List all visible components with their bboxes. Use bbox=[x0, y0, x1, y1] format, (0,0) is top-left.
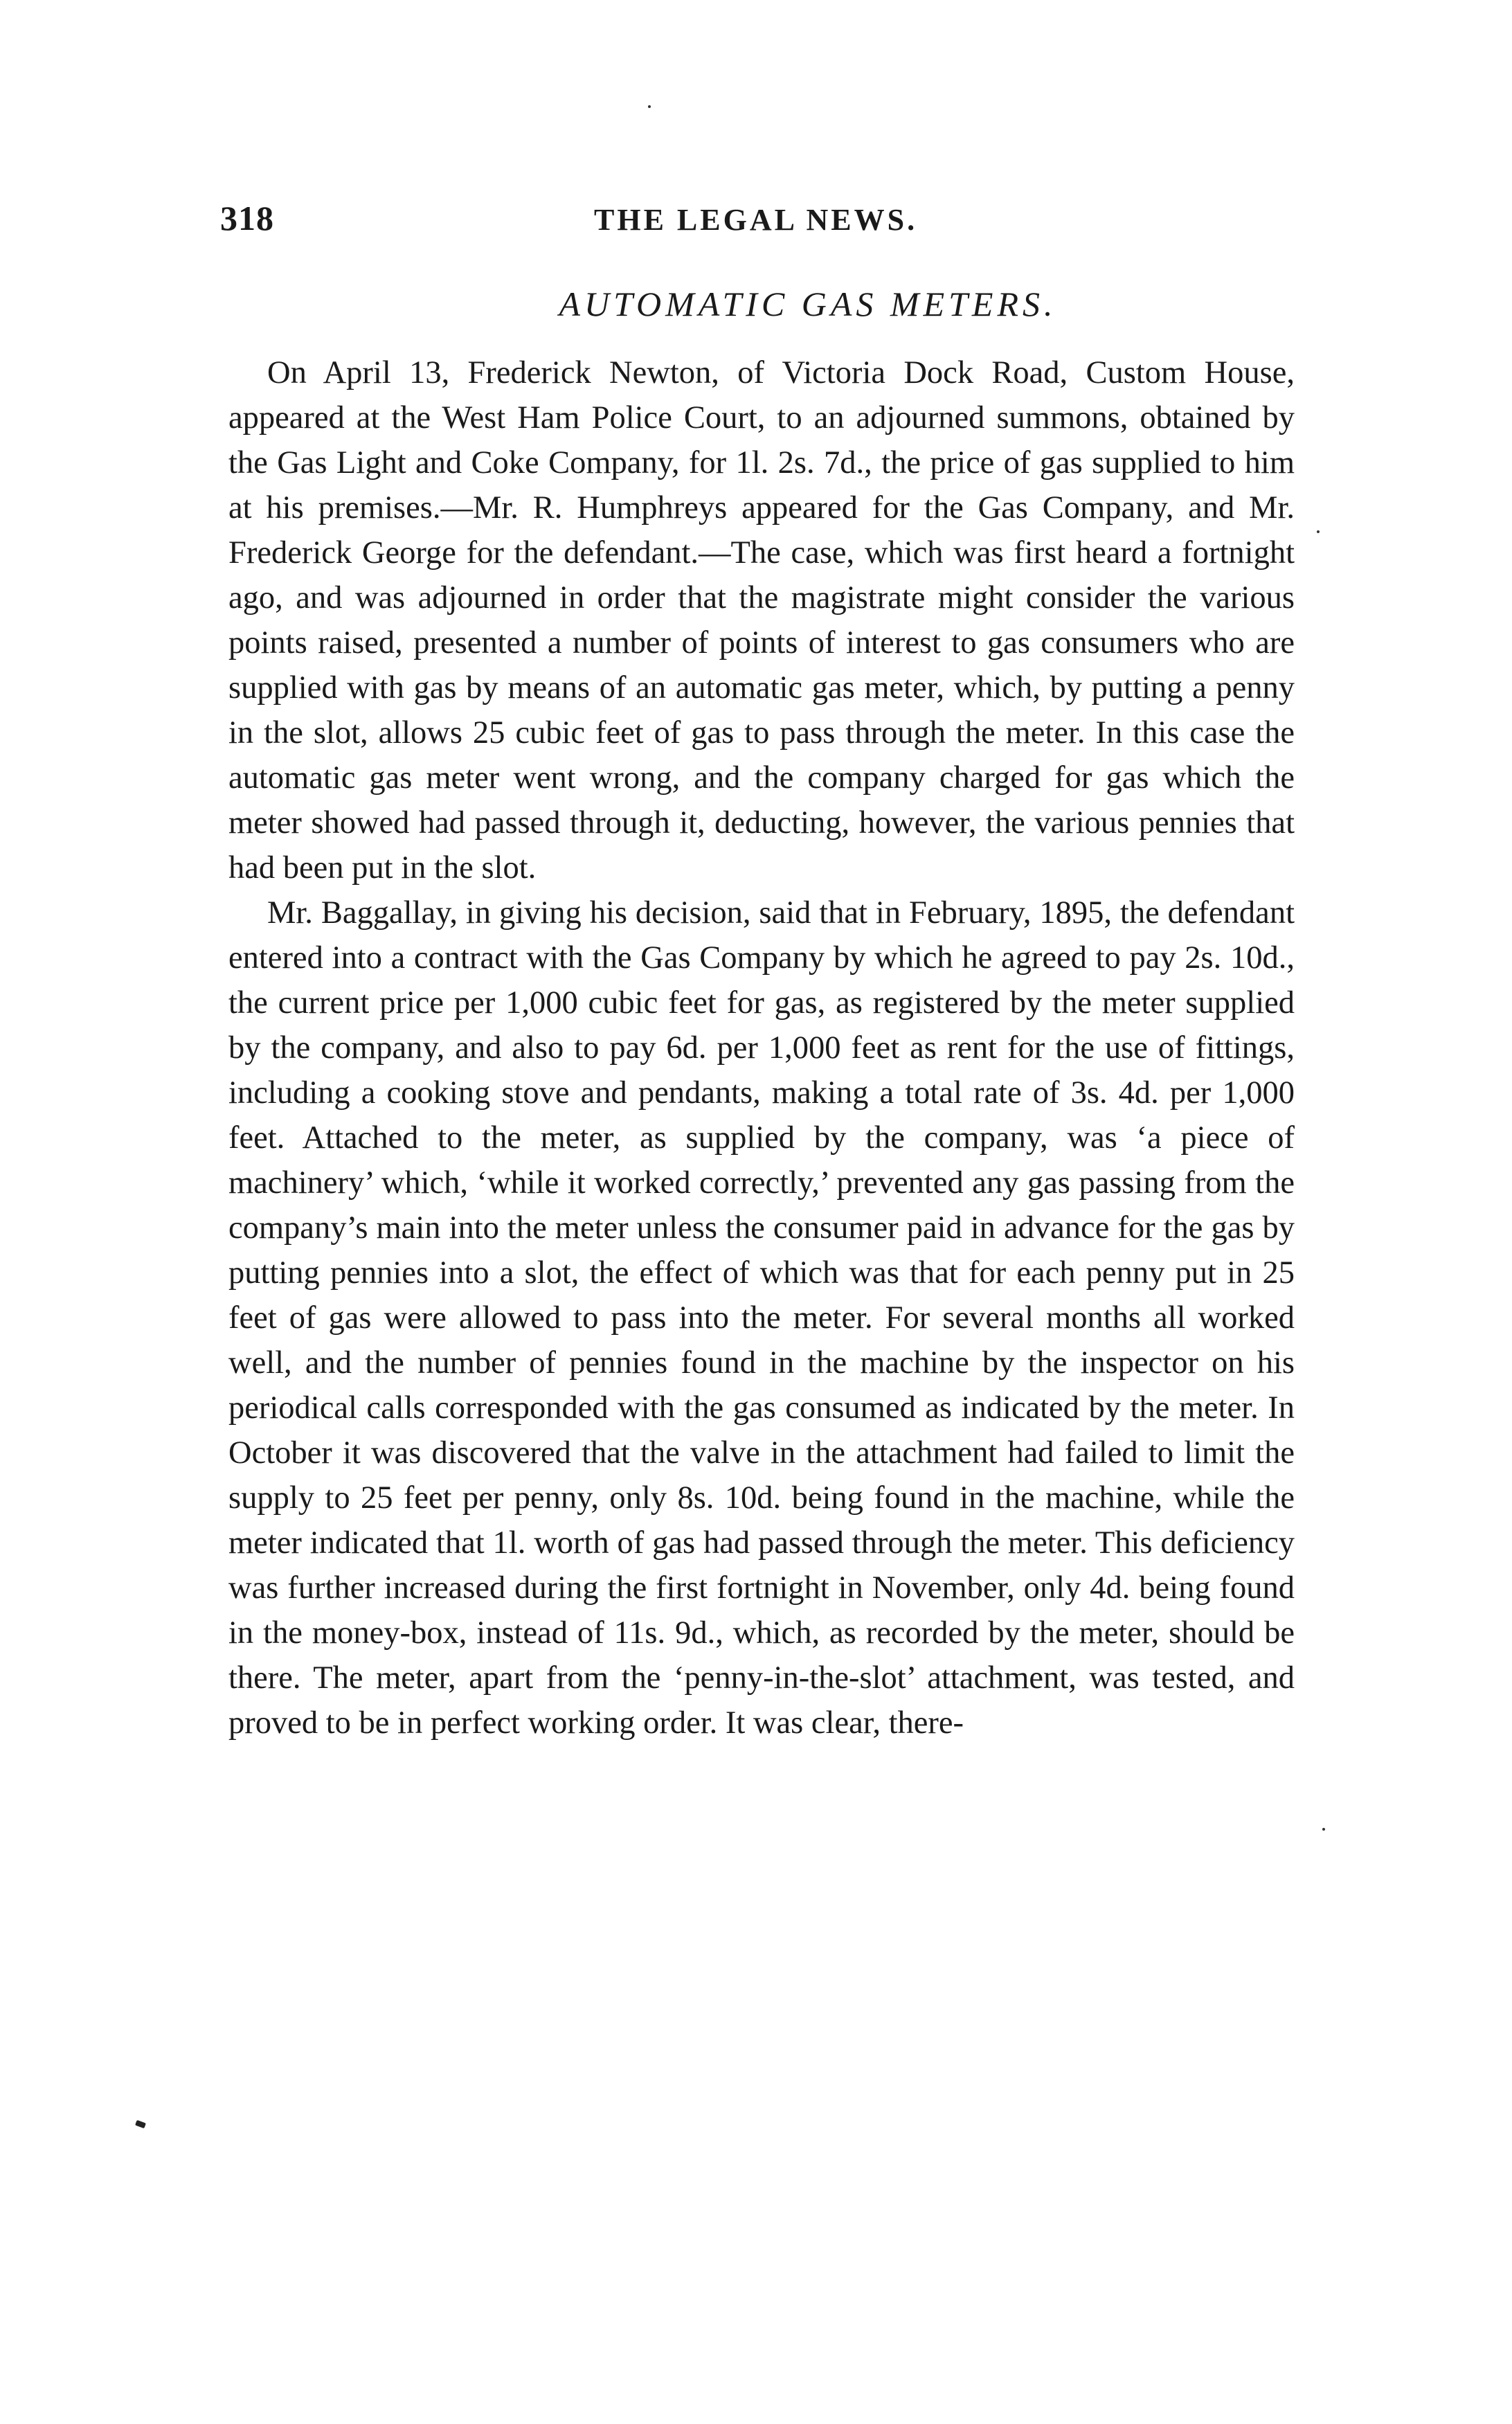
running-head: THE LEGAL NEWS. bbox=[594, 203, 918, 237]
scan-speck bbox=[648, 105, 651, 108]
scan-speck bbox=[1317, 530, 1320, 533]
page-header bbox=[220, 198, 1300, 253]
article-body bbox=[228, 350, 1295, 1745]
scan-speck bbox=[1322, 1828, 1325, 1831]
scan-mark bbox=[135, 2120, 146, 2128]
page-number: 318 bbox=[220, 199, 274, 237]
article-title: AUTOMATIC GAS METERS. bbox=[559, 285, 1057, 323]
paragraph-2: Mr. Baggallay, in giving his decision, said that in February, 1895, the defendant entered into a contract with the Gas Company by which he agreed to pay 2s. 10d., the current price per 1,000 cubic feet for gas, as registered by the meter supplied by the company, and also to pay 6d. per 1,000 feet as rent for the use of fittings, including a cooking stove and pendants, making a total rate of 3s. 4d. per 1,000 feet. Attached to the meter, as supplied by the company, was ‘a piece of machinery’ which, ‘while it worked correctly,’ prevented any gas passing from the company’s main into the meter unless the consumer paid in advance for the gas by putting pennies into a slot, the effect of which was that for each penny put in 25 feet of gas were allowed to pass into the meter. For several months all worked well, and the number of pennies found in the machine by the inspector on his periodical calls corresponded with the gas consumed as indicated by the meter. In October it was discovered that the valve in the attachment had failed to limit the supply to 25 feet per penny, only 8s. 10d. being found in the machine, while the meter indicated that 1l. worth of gas had passed through the meter. This deficiency was further increased during the first fortnight in November, only 4d. being found in the money-box, instead of 11s. 9d., which, as recorded by the meter, should be there. The meter, apart from the ‘penny-in-the-slot’ attachment, was tested, and proved to be in perfect working order. It was clear, there- bbox=[228, 895, 1295, 1741]
paragraph-1: On April 13, Frederick Newton, of Victoria Dock Road, Custom House, appeared at the West Ham Police Court, to an adjourned summons, obtained by the Gas Light and Coke Company, for 1l. 2s. 7d., the price of gas supplied to him at his premises.—Mr. R. Humphreys appeared for the Gas Company, and Mr. Frederick George for the defendant.—The case, which was first heard a fortnight ago, and was adjourned in order that the magistrate might consider the various points raised, presented a number of points of interest to gas consumers who are supplied with gas by means of an automatic gas meter, which, by putting a penny in the slot, allows 25 cubic feet of gas to pass through the meter. In this case the automatic gas meter went wrong, and the company charged for gas which the meter showed had passed through it, deducting, however, the various pennies that had been put in the slot. bbox=[228, 355, 1295, 886]
